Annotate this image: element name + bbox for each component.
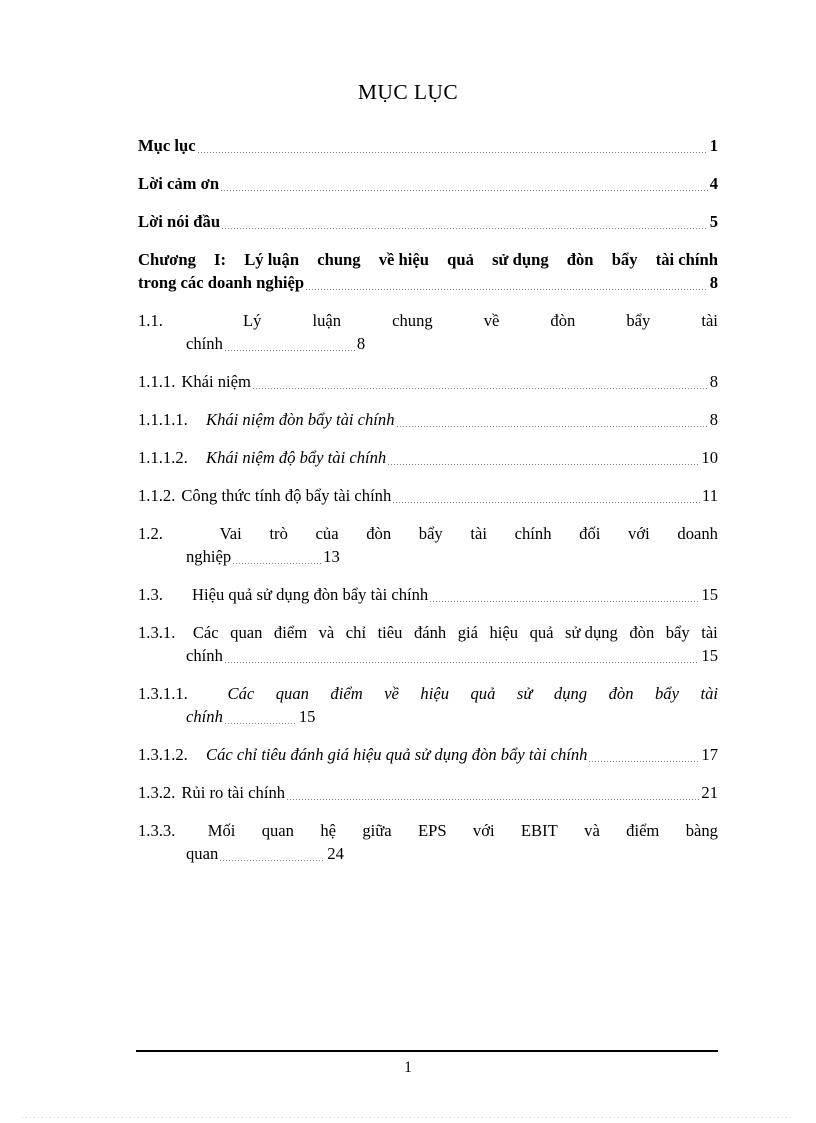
toc-entry-page: 10: [701, 448, 718, 467]
toc-entry-number: 1.3.1.1.: [138, 684, 188, 703]
dot-leader: [225, 350, 355, 351]
toc-entry-number: 1.3.1.: [138, 623, 176, 642]
toc-entry-sec-1-1[interactable]: [138, 309, 718, 355]
toc-entry-page: 17: [701, 745, 718, 764]
toc-entry-label: Khái niệm đòn bẩy tài chính: [206, 410, 395, 429]
dot-leader: [430, 601, 699, 602]
toc-word: đòn: [366, 524, 392, 543]
toc-entry-page: 8: [709, 372, 718, 391]
toc-word: sử dụng: [565, 623, 618, 642]
toc-entry-sec-1-3-2[interactable]: [138, 781, 718, 804]
toc-entry-number: 1.1.2.: [138, 486, 176, 505]
toc-entry-label-cont: chính: [186, 707, 223, 726]
toc-entry-page: 21: [701, 783, 718, 802]
toc-word: hệ: [320, 821, 336, 840]
toc-word: quan: [230, 623, 263, 642]
toc-word: EPS: [417, 821, 447, 840]
footer-page-number: 1: [404, 1059, 412, 1076]
toc-entry-label-cont: trong các doanh nghiệp: [138, 273, 305, 292]
toc-word: quả: [470, 684, 496, 703]
toc-entry-page: 11: [702, 486, 718, 505]
toc-word: đối: [579, 524, 601, 543]
toc-entry-label: Rủi ro tài chính: [181, 783, 286, 802]
toc-entry-label: Khái niệm: [181, 372, 251, 391]
toc-entry-muc-luc[interactable]: [138, 134, 718, 157]
toc-word: dụng: [553, 684, 588, 703]
toc-word: bẩy: [626, 311, 651, 330]
toc-entry-label: Lời cảm ơn: [138, 174, 220, 193]
toc-word: tài: [700, 684, 718, 703]
toc-word: hiệu: [489, 623, 519, 642]
toc-entry-page: 4: [709, 174, 718, 193]
toc-entry-label: Các chỉ tiêu đánh giá hiệu quả sử dụng đòn bẩy tài chính: [206, 745, 588, 764]
toc-word: Chương: [138, 250, 196, 269]
toc-word: chung: [317, 250, 361, 269]
toc-entry-page: 8: [709, 273, 718, 292]
dot-leader: [220, 860, 325, 861]
toc-entry-number: 1.3.: [138, 585, 163, 604]
toc-word: tài: [470, 524, 487, 543]
toc-word: quả: [447, 250, 474, 269]
dot-leader: [393, 502, 700, 503]
toc-word: bàng: [685, 821, 718, 840]
toc-entry-sec-1-1-2[interactable]: [138, 484, 718, 507]
toc-word: với: [472, 821, 495, 840]
toc-word: EBIT: [520, 821, 558, 840]
toc-word: tiêu: [377, 623, 403, 642]
toc-entry-loi-noi-dau[interactable]: [138, 210, 718, 233]
toc-entry-number: 1.3.1.2.: [138, 745, 188, 764]
toc-entry-chuong-1[interactable]: [138, 248, 718, 294]
toc-word: Các: [227, 684, 255, 703]
toc-entry-number: 1.3.3.: [138, 821, 176, 840]
toc-word: quả: [529, 623, 554, 642]
dot-leader: [225, 723, 297, 724]
toc-word: bẩy: [654, 684, 679, 703]
toc-word: Vai: [219, 524, 242, 543]
toc-entry-page: 8: [709, 410, 718, 429]
toc-word: điểm: [330, 684, 363, 703]
toc-word: sử dụng: [492, 250, 549, 269]
toc-word: điểm: [273, 623, 308, 642]
toc-word: Lý: [243, 311, 262, 330]
toc-word: bẩy: [418, 524, 443, 543]
toc-entry-sec-1-1-1-2[interactable]: [138, 446, 718, 469]
toc-word: và: [318, 623, 335, 642]
toc-entry-page: 15: [701, 585, 718, 604]
toc-entry-page: 13: [323, 547, 340, 566]
toc-entry-number: 1.1.1.1.: [138, 410, 188, 429]
scan-artifact-line: [22, 1117, 794, 1118]
toc-entry-sec-1-3-1[interactable]: [138, 621, 718, 667]
toc-entry-loi-cam-on[interactable]: [138, 172, 718, 195]
toc-entry-sec-1-1-1[interactable]: [138, 370, 718, 393]
toc-word: về hiệu: [378, 250, 429, 269]
toc-entry-label: Mục lục: [138, 136, 196, 155]
toc-word: giữa: [362, 821, 392, 840]
toc-word: trò: [269, 524, 288, 543]
toc-word: bẩy: [665, 623, 690, 642]
toc-entry-page: 24: [327, 844, 344, 863]
toc-word: bẩy: [611, 250, 638, 269]
toc-entry-label: Công thức tính độ bẩy tài chính: [181, 486, 392, 505]
toc-word: doanh: [677, 524, 718, 543]
toc-word: chung: [392, 311, 433, 330]
toc-word: về: [384, 684, 399, 703]
toc-entry-page: 8: [356, 334, 366, 353]
dot-leader: [222, 228, 708, 229]
toc-entry-label: Khái niệm độ bẩy tài chính: [206, 448, 387, 467]
dot-leader: [233, 563, 321, 564]
toc-entry-number: 1.2.: [138, 524, 163, 543]
dot-leader: [253, 388, 708, 389]
toc-entry-label-cont: chính: [186, 646, 223, 665]
table-of-contents: [138, 134, 718, 880]
toc-entry-label-cont: quan: [186, 844, 219, 863]
toc-entry-number: 1.1.: [138, 311, 163, 330]
toc-word: đòn: [550, 311, 576, 330]
toc-entry-sec-1-3-1-1[interactable]: [138, 682, 718, 728]
toc-entry-label-cont: chính: [186, 334, 223, 353]
toc-word: Lý luận: [244, 250, 300, 269]
toc-word: đòn: [608, 684, 634, 703]
dot-leader: [589, 761, 699, 762]
toc-word: I:: [214, 250, 227, 269]
toc-entry-sec-1-1-1-1[interactable]: [138, 408, 718, 431]
toc-entry-number: 1.3.2.: [138, 783, 176, 802]
footer-divider: [136, 1050, 718, 1052]
toc-entry-page: 15: [701, 646, 718, 665]
toc-word: của: [315, 524, 339, 543]
toc-word: tài: [701, 623, 718, 642]
toc-entry-page: 5: [709, 212, 718, 231]
toc-word: điểm: [626, 821, 660, 840]
toc-entry-label-cont: nghiệp: [186, 547, 232, 566]
toc-entry-sec-1-3-3[interactable]: [138, 819, 718, 865]
page-title: MỤC LỤC: [357, 80, 459, 104]
toc-entry-number: 1.1.1.: [138, 372, 176, 391]
toc-word: đánh: [413, 623, 447, 642]
dot-leader: [221, 190, 708, 191]
toc-entry-page: 15: [298, 707, 316, 726]
toc-word: với: [628, 524, 650, 543]
toc-word: giá: [457, 623, 478, 642]
toc-word: luận: [312, 311, 342, 330]
toc-word: hiệu: [420, 684, 449, 703]
toc-word: chính: [514, 524, 552, 543]
toc-entry-label: Hiệu quả sử dụng đòn bẩy tài chính: [192, 585, 429, 604]
toc-entry-page: 1: [709, 136, 718, 155]
toc-entry-label: Lời nói đầu: [138, 212, 221, 231]
toc-word: về: [483, 311, 500, 330]
dot-leader: [198, 152, 708, 153]
toc-word: tài chính: [655, 250, 718, 269]
toc-word: chỉ: [345, 623, 367, 642]
toc-word: Các: [192, 623, 219, 642]
toc-word: đòn: [566, 250, 594, 269]
toc-word: quan: [275, 684, 309, 703]
toc-entry-sec-1-3-1-2[interactable]: [138, 743, 718, 766]
toc-word: tài: [701, 311, 718, 330]
dot-leader: [225, 662, 700, 663]
toc-word: Mối: [207, 821, 236, 840]
dot-leader: [397, 426, 708, 427]
toc-entry-number: 1.1.1.2.: [138, 448, 188, 467]
toc-entry-sec-1-3[interactable]: [138, 583, 718, 606]
dot-leader: [306, 289, 708, 290]
toc-entry-sec-1-2[interactable]: [138, 522, 718, 568]
toc-word: đòn: [629, 623, 655, 642]
toc-word: và: [584, 821, 600, 840]
toc-word: sử: [516, 684, 533, 703]
dot-leader: [388, 464, 699, 465]
dot-leader: [287, 799, 699, 800]
toc-word: quan: [261, 821, 294, 840]
